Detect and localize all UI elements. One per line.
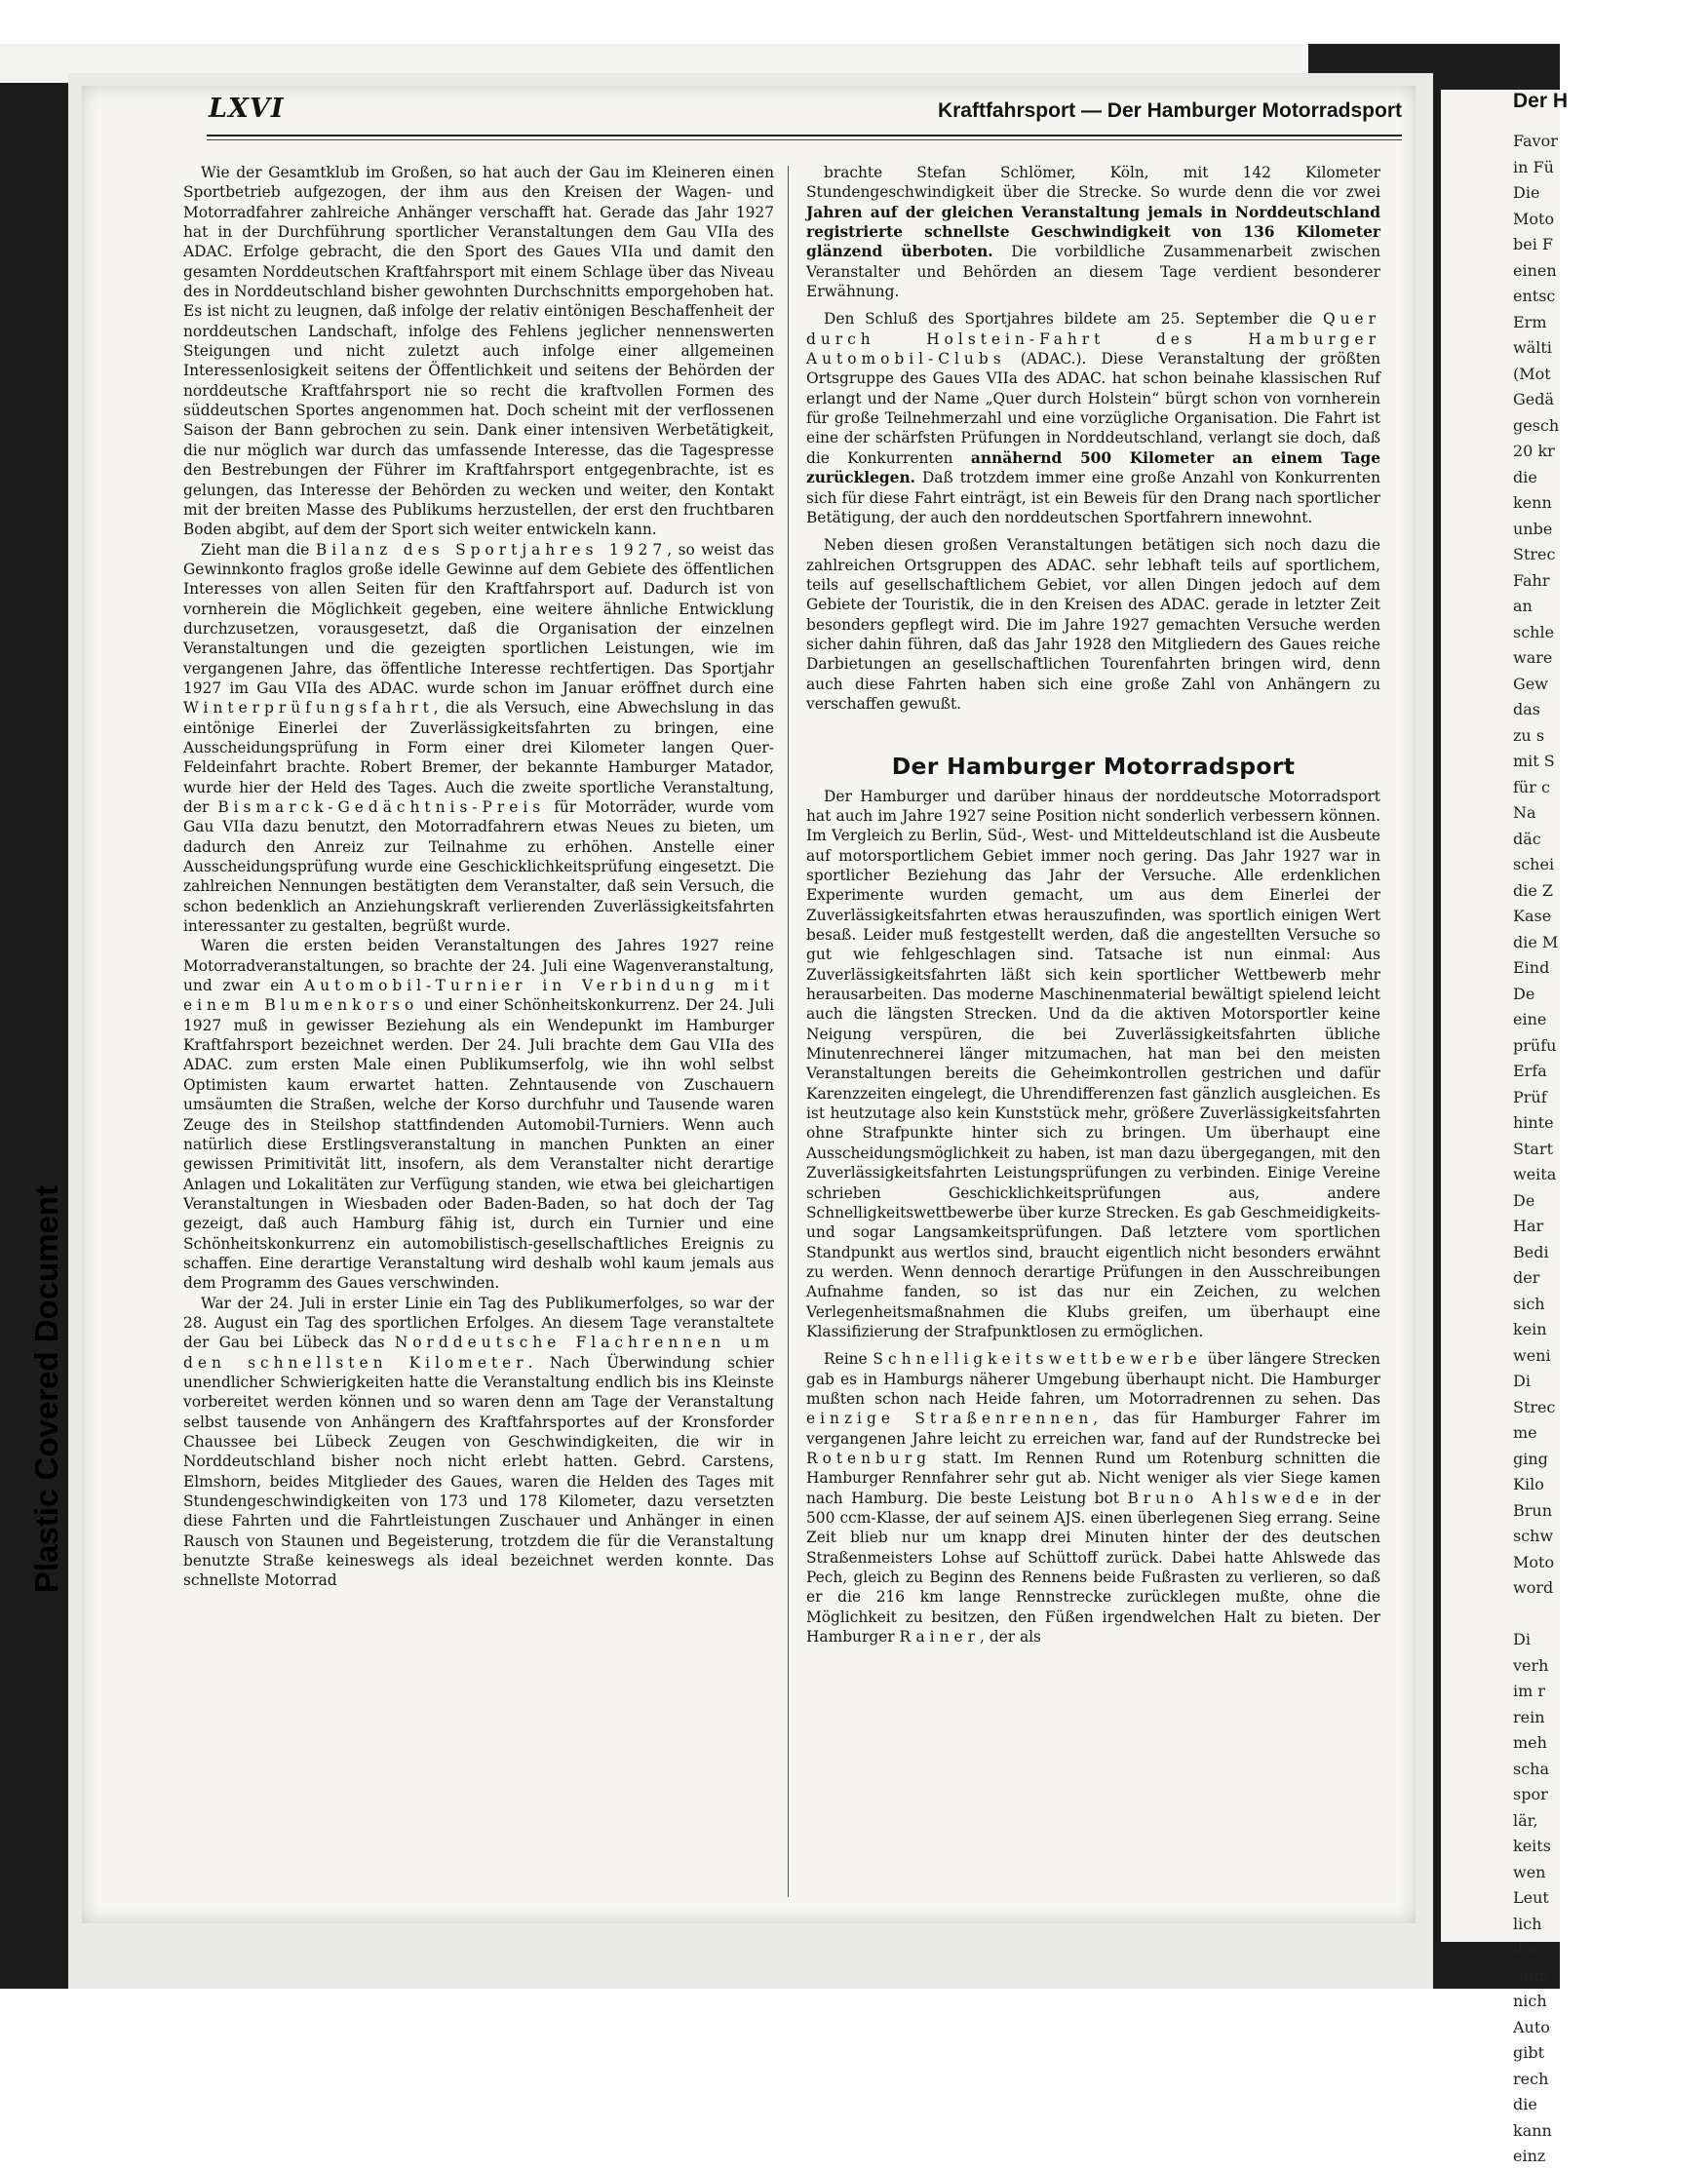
next-page-line: kann [1513, 2120, 1552, 2140]
next-page-line: verh [1513, 1655, 1549, 1675]
next-page-line: hinte [1513, 1113, 1554, 1132]
paragraph: Wie der Gesamtklub im Großen, so hat auch der Gau im Kleineren einen Sportbetrieb aufgezogen, der ihm aus den Kreisen der Wagen- und Motorradfahrer zahlreiche Anhänger verschafft hat. Gerade das Jahr 1927 hat in der Durchführung sportlicher Veranstaltungen dem Gau VIIa des ADAC. Erfolge gebracht, die den Sport des Gaues VIIa und damit den gesamten Norddeutschen Kraftfahrsport mit einem Schlage über das Niveau des in Norddeutschland bisher gewohnten Durchschnitts emporgehoben hat. Es ist nicht zu leugnen, daß infolge der relativ eintönigen Beschaffenheit der norddeutschen Landschaft, infolge des Fehlens jeglicher nennenswerten Steigungen und nicht zuletzt auch infolge einer allgemeinen Interessenlosigkeit seitens der Öffentlichkeit und seitens der Behörden der norddeutsche Kraftfahrsport nie so recht die kraftvollen Formen des süddeutschen Sportes angenommen hat. Doch scheint mit der verflossenen Saison der Bann gebrochen zu sein. Dank einer intensiven Werbetätigkeit, die nur möglich war durch das umfassende Interesse, das die Tagespresse den Bestrebungen der Führer im Kraftfahrsport entgegenbrachte, ist es gelungen, das Interesse der Behörden zu wecken und weiter, den Kontakt mit der breiten Masse des Publikums herzustellen, der erst den fruchtbaren Boden abgibt, auf dem der Sport sich weiter entwickeln kann. [183, 164, 774, 539]
next-page-line: word [1513, 1578, 1554, 1597]
next-page-line: unbe [1513, 519, 1553, 538]
next-page-line: für c [1513, 777, 1550, 796]
header-rule [207, 135, 1402, 136]
next-page-line: 20 kr [1513, 442, 1555, 460]
column-rule [788, 166, 789, 1897]
next-page-line: (Mot [1513, 364, 1551, 383]
next-page-line: Leut [1513, 1888, 1549, 1907]
next-page-line: Sum [1513, 1965, 1549, 1985]
next-page-line: die M [1513, 932, 1559, 951]
next-page-line: einz [1513, 2147, 1546, 2165]
next-page-line: Erfa [1513, 1062, 1547, 1080]
next-page-line: kein [1513, 1320, 1547, 1338]
section-title: Der Hamburger Motorradsport [891, 753, 1296, 781]
next-page-line: einen [1513, 260, 1557, 280]
next-page-line: Erm [1513, 312, 1547, 331]
next-page-line: die [1513, 1940, 1537, 1958]
next-page-line [1513, 1602, 1708, 1628]
next-page-line: däc [1513, 829, 1541, 848]
next-page-line: in Fü [1513, 157, 1554, 176]
next-page-line: Di [1513, 1630, 1531, 1648]
paragraph: Reine Schnelligkeitswettbewerbe über längere Strecken gab es in Hamburgs näherer Umgebung überhaupt nicht. Die Hamburger mußten schon nach Heide fahren, um Motorradrennen zu sehen. Das einzige Straßenrennen, das für Hamburger Fahrer im vergangenen Jahre leicht zu erreichen war, fand auf der Rundstrecke bei Rotenburg statt. Im Rennen Rund um Rotenburg schnitten die Hamburger Rennfahrer sehr gut ab. Nicht weniger als vier Siege kamen nach Hamburg. Die beste Leistung bot Bruno Ahlswede in der 500 ccm-Klasse, der auf seinem AJS. einen überlegenen Sieg errang. Seine Zeit blieb nur um knapp drei Minuten hinter der des deutschen Straßenmeisters Lohse auf Schüttoff zurück. Dabei hatte Ahlswede das Pech, gleich zu Beginn des Rennens beide Fußrasten zu verlieren, so daß er die 216 km lange Rennstrecke zurücklegen mußte, ohne die Möglichkeit zu besitzen, den Füßen irgendwelchen Halt zu bieten. Der Hamburger Rainer, der als [806, 1350, 1381, 1647]
next-page-line: im r [1513, 1682, 1546, 1700]
paragraph: Zieht man die Bilanz des Sportjahres 1927, so weist das Gewinnkonto fraglos große idelle Gewinne auf dem Gebiete des öffentlichen Interesses von allen Seiten für den Kraftfahrsport auf. Dadurch ist von vornherein die Möglichkeit gegeben, eine weitere ähnliche Entwicklung durchzusetzen, vorausgesetzt, daß die Organisation der einzelnen Veranstaltungen und die gezeigten sportlichen Leistungen, wie im vergangenen Jahre, das öffentliche Interesse rechtfertigen. Das Sportjahr 1927 im Gau VIIa des ADAC. wurde schon im Januar eröffnet durch eine Winterprüfungsfahrt, die als Versuch, eine Abwechslung in das eintönige Einerlei der Zuverlässigkeitsfahrten zu bringen, eine Ausscheidungsprüfung in Form einer drei Kilometer langen Quer-Feldeinfahrt brachte. Robert Bremer, der bekannte Hamburger Matador, wurde hier der Held des Tages. Auch die zweite sportliche Veranstaltung, der Bismarck-Gedächtnis-Preis für Motorräder, wurde vom Gau VIIa dazu benutzt, den Motorradfahrern etwas Neues zu bieten, um dadurch den Anreiz zur Teilnahme zu erhöhen. Anstelle einer Ausscheidungsprüfung wurde eine Geschicklichkeitsprüfung eingesetzt. Die zahlreichen Nennungen bestätigten dem Veranstalter, daß sein Versuch, die schon bedenklich an Anziehungskraft verlierenden Zuverlässigkeitsfahrten interessanter zu gestalten, begrüßt wurde. [183, 540, 774, 936]
next-page-line: bei F [1513, 235, 1554, 253]
next-page-line: an [1513, 597, 1533, 615]
next-page-line: Eind [1513, 958, 1550, 977]
next-page-header: Der H [1513, 90, 1569, 112]
next-page-line: Moto [1513, 209, 1555, 228]
next-page-line: kenn [1513, 493, 1552, 512]
next-page-line: Kilo [1513, 1475, 1544, 1493]
right-column [806, 163, 1380, 1918]
paragraph: War der 24. Juli in erster Linie ein Tag des Publikumerfolges, so war der 28. August ein Tag des sportlichen Erfolges. An diesem Tage veranstaltete der Gau bei Lübeck das Norddeutsche Flachrennen um den schnellsten Kilometer. Nach Überwindung schier unendlicher Schwierigkeiten hatte die Veranstaltung endlich bis ins Kleinste vorbereitet werden können und so waren denn am Tage der Veranstaltung selbst tausende von Anhängern des Kraftfahrsportes auf der Kronsforder Chaussee bei Lübeck Zeugen von Geschwindigkeiten, die wir in Norddeutschland bisher noch nicht erlebt hatten. Gebrd. Carstens, Elmshorn, beides Mitglieder des Gaues, waren die Helden des Tages mit Stundengeschwindigkeiten von 173 und 178 Kilometer, dazu versetzten diese Fahrten und die Fahrtleistungen Zuschauer und Anhänger in einen Rausch von Staunen und Begeisterung, trotzdem die für die Veranstaltung benutzte Straße keineswegs als ideal bezeichnet werden konnte. Das schnellste Motorrad [183, 1294, 774, 1590]
page-number: LXVI [209, 94, 285, 124]
next-page-line: prüfu [1513, 1035, 1557, 1055]
next-page-line: Bedi [1513, 1242, 1549, 1261]
next-page-line: nich [1513, 1992, 1547, 2010]
next-page-line: lär, [1513, 1810, 1538, 1830]
next-page-line: wälti [1513, 338, 1552, 357]
next-page-line: De [1513, 984, 1535, 1003]
next-page-line: weita [1513, 1165, 1557, 1183]
next-page-line: Di [1513, 1372, 1531, 1390]
next-page-line: Auto [1513, 2017, 1550, 2036]
paragraph: Der Hamburger und darüber hinaus der norddeutsche Motorradsport hat auch im Jahre 1927 seine Position nicht sonderlich verbessern können. Im Vergleich zu Berlin, Süd-, West- und Mitteldeutschland ist die Ausbeute auf motorsportlichem Gebiet immer noch gering. Das Jahr 1927 war in sportlicher Beziehung das Jahr der Versuche. Alle erdenklichen Experimente wurden gemacht, um aus dem Einerlei der Zuverlässigkeitsfahrten etwas herauszufinden, was sportlich einigen Wert besaß. Leider muß festgestellt werden, daß die angestellten Versuche so gut wie fehlgeschlagen sind. Tatsache ist nun einmal: Aus Zuverlässigkeitsfahrten läßt sich kein sportlicher Wettbewerb mehr herausarbeiten. Das moderne Maschinenmaterial bewältigt spielend leicht auch die längsten Strecken. Und da die aktiven Motorsportler keine Neigung verspüren, die bei Zuverlässigkeitsfahrten übliche Minutenrechnerei länger mitzumachen, hat man bei den meisten Veranstaltungen bereits die Geheimkontrollen gestrichen und dafür Karenzzeiten eingelegt, die Uhrendifferenzen fast gänzlich ausgleichen. Es ist heutzutage also kein Kunststück mehr, größere Zuverlässigkeitsfahrten ohne Strafpunkte hinter sich zu bringen. Um überhaupt eine Ausscheidungsmöglichkeit zu haben, ist man dazu übergegangen, mit den Zuverlässigkeitsfahrten Leistungsprüfungen zu verbinden. Einige Vereine schrieben Geschicklichkeitsprüfungen aus, andere Schnelligkeitswettbewerbe über kurze Strecken. Es gab Geschmeidigkeits- und sogar Langsamkeitsprüfungen. Daß letztere vom sportlichen Standpunkt aus wertlos sind, braucht eigentlich nicht besonders erwähnt zu werden. Wenn dennoch derartige Prüfungen in den Ausschreibungen Aufnahme fanden, so ist das nur ein Zeichen, zu welchen Verlegenheitsmaßnahmen die Klubs greifen, um überhaupt eine Klassifizierung der Strafpunktlosen zu ermöglichen. [806, 787, 1380, 1340]
next-page-line: Moto [1513, 1552, 1555, 1571]
next-page-line: die [1513, 467, 1537, 486]
running-head: Kraftfahrsport — Der Hamburger Motorradsport [937, 99, 1402, 122]
next-page-line: keits [1513, 1837, 1551, 1855]
next-page-line: Prüf [1513, 1087, 1547, 1106]
document-page [82, 86, 1416, 1923]
next-page-line: mit S [1513, 752, 1555, 770]
next-page-line: ware [1513, 648, 1553, 667]
next-page-line: zu s [1513, 725, 1545, 745]
next-page-line: der [1513, 1268, 1540, 1287]
next-page-line: schw [1513, 1527, 1554, 1545]
next-page-line: Start [1513, 1139, 1554, 1158]
next-page-line: weni [1513, 1345, 1551, 1365]
next-page-line: Fahr [1513, 570, 1550, 590]
next-page-text [1513, 129, 1708, 2170]
next-page-edge [1441, 90, 1569, 2165]
next-page-line: Har [1513, 1217, 1544, 1235]
paragraph: brachte Stefan Schlömer, Köln, mit 142 Kilometer Stundengeschwindigkeit über die Strecke. So wurde denn die vor zwei Jahren auf der gleichen Veranstaltung jemals in Norddeutschland registrierte schnellste Geschwindigkeit von 136 Kilometer glänzend überboten. Die vorbildliche Zusammenarbeit zwischen Veranstalter und Behörden an diesem Tage verdient besonderer Erwähnung. [806, 164, 1380, 301]
side-label: Plastic Covered Document [28, 1184, 64, 1594]
next-page-line: De [1513, 1190, 1535, 1210]
next-page-line: Brun [1513, 1500, 1553, 1520]
next-page-line: wen [1513, 1862, 1546, 1881]
next-page-line: Strec [1513, 545, 1556, 563]
next-page-line: Kase [1513, 907, 1552, 925]
next-page-line: sich [1513, 1294, 1545, 1313]
next-page-line: spor [1513, 1785, 1548, 1803]
paragraph: Waren die ersten beiden Veranstaltungen des Jahres 1927 reine Motorradveranstaltungen, so brachte der 24. Juli eine Wagenveranstaltung, und zwar ein Automobil-Turnier in Verbindung mit einem Blumenkorso und einer Schönheitskonkurrenz. Der 24. Juli 1927 muß in gewisser Beziehung als ein Wendepunkt im Hamburger Kraftfahrsport bezeichnet werden. Der 24. Juli brachte dem Gau VIIa des ADAC. zum ersten Male einen Publikumserfolg, wie ihn wohl selbst Optimisten kaum erwartet hatten. Zehntausende von Zuschauern umsäumten die Straßen, welche der Korso durchfuhr und Tausende waren Zeuge des in Steilshop stattfindenden Automobil-Turniers. Wenn auch natürlich diese Erstlingsveranstaltung in manchen Punkten an einer gewissen Primitivität litt, insofern, als dem Veranstalter nicht derartige Anlagen und Lokalitäten zur Verfügung standen, wie etwa bei gleichartigen Veranstaltungen in Wiesbaden oder Baden-Baden, so hat doch der Tag gezeigt, daß auch Hamburg fähig ist, durch ein Turnier und eine Schönheitskonkurrenz ein automobilistisch-gesellschaftliches Ereignis zu schaffen. Eine derartige Veranstaltung wird deshalb wohl kaum jemals aus dem Programm des Gaues verschwinden. [183, 937, 774, 1293]
next-page-line: gesch [1513, 415, 1560, 435]
next-page-line: schei [1513, 855, 1555, 873]
next-page-line: die Z [1513, 880, 1554, 900]
next-page-line: eine [1513, 1010, 1547, 1028]
paragraph: Neben diesen großen Veranstaltungen betätigen sich noch dazu die zahlreichen Ortsgruppen des ADAC. sehr lebhaft teils auf sportlichem, teils auf gesellschaftlichem Gebiet, vor allen Dingen jedoch auf dem Gebiete der Touristik, die in den Kreisen des ADAC. gerade in letzter Zeit besonders gepflegt wird. Die im Jahre 1927 gemachten Versuche werden sicher dahin führen, daß das Jahr 1928 den Mitgliedern des Gaues reiche Darbietungen an gesellschaftlichen Tourenfahrten bringen wird, denn auch diese Fahrten haben sich eine große Zahl von Anhängern zu verschaffen gewußt. [806, 536, 1380, 713]
next-page-line: Die [1513, 183, 1540, 202]
next-page-line: die [1513, 2095, 1537, 2113]
next-page-line: Gedä [1513, 390, 1555, 408]
next-page-line: meh [1513, 1733, 1547, 1752]
next-page-line: me [1513, 1423, 1537, 1442]
next-page-line: Na [1513, 803, 1536, 822]
next-page-line: Favor [1513, 132, 1558, 150]
next-page-line: rein [1513, 1707, 1545, 1726]
next-page-line: entsc [1513, 287, 1556, 305]
paragraph: Den Schluß des Sportjahres bildete am 25. September die Quer durch Holstein-Fahrt des Hamburger Automobil-Clubs (ADAC.). Diese Veranstaltung der größten Ortsgruppe des Gaues VIIa des ADAC. hat schon beinahe klassischen Ruf erlangt und der Name „Quer durch Holstein“ bürgt schon von vornherein für große Teilnehmerzahl und eine vorzügliche Organisation. Die Fahrt ist eine der schärfsten Prüfungen in Norddeutschland, verlangt sie doch, daß die Konkurrenten annähernd 500 Kilometer an einem Tage zurücklegen. Daß trotzdem immer eine große Anzahl von Konkurrenten sich für diese Fahrt einträgt, ist ein Beweis für den Drang nach sportlicher Betätigung, der auch den norddeutschen Sportfahrern innewohnt. [806, 310, 1380, 526]
next-page-line: gibt [1513, 2043, 1545, 2062]
left-column [183, 163, 774, 1918]
next-page-line: lich [1513, 1914, 1542, 1933]
header-rule-thin [207, 139, 1402, 140]
next-page-line: Gew [1513, 674, 1548, 693]
next-page-line: schle [1513, 622, 1555, 641]
next-page-line: ging [1513, 1449, 1548, 1468]
next-page-line: scha [1513, 1759, 1550, 1778]
next-page-line: rech [1513, 2069, 1549, 2088]
next-page-line: Strec [1513, 1397, 1556, 1416]
next-page-line: das [1513, 700, 1540, 718]
